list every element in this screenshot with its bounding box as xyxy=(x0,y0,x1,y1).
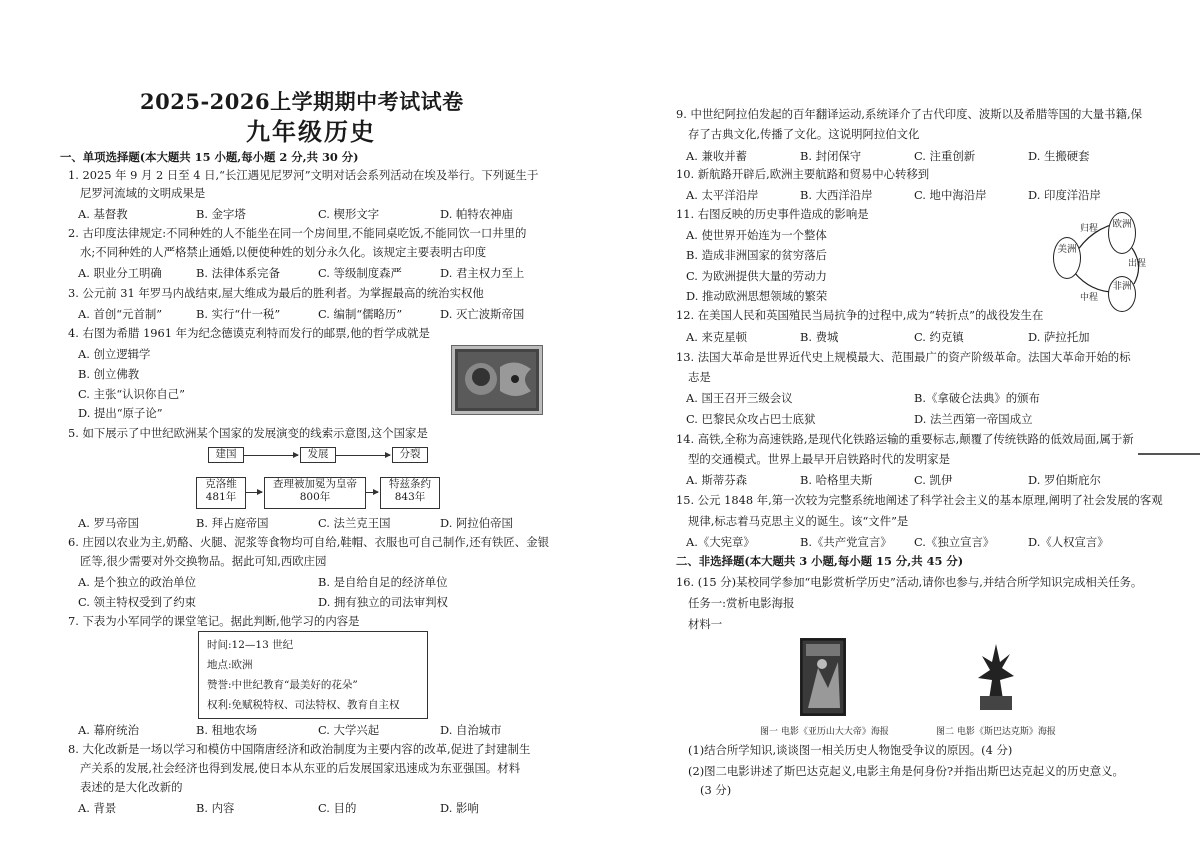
alexander-poster-image xyxy=(800,638,846,716)
q6-option-a[interactable]: A. 是个独立的政治单位 xyxy=(78,575,196,589)
figure1-caption: 图一 电影《亚历山大大帝》海报 xyxy=(760,727,889,737)
democritus-stamp-image xyxy=(452,346,542,414)
q3-option-b[interactable]: B. 实行“什一税” xyxy=(196,307,281,321)
q4-stem-line1: 4. 右图为希腊 1961 年为纪念德谟克利特而发行的邮票,他的哲学成就是 xyxy=(68,326,430,340)
q15-stem-line1: 15. 公元 1848 年,第一次较为完整系统地阐述了科学社会主义的基本原理,阐明了社会发展的客观 xyxy=(676,493,1163,507)
q6-stem-line1: 6. 庄园以农业为主,奶酪、火腿、泥浆等食物均可自给,鞋帽、衣服也可自己制作,还有铁匠、金银 xyxy=(68,535,549,549)
q7-stem-line1: 7. 下表为小军同学的课堂笔记。据此判断,他学习的内容是 xyxy=(68,614,360,628)
q14-option-d[interactable]: D. 罗伯斯庇尔 xyxy=(1028,473,1101,487)
q12-option-a[interactable]: A. 来克星顿 xyxy=(686,330,748,344)
q8-stem-line3: 表述的是大化改新的 xyxy=(80,780,183,794)
q14-stem-line1: 14. 高铁,全称为高速铁路,是现代化铁路运输的重要标志,颠覆了传统铁路的低效局面,属于新 xyxy=(676,432,1134,446)
q12-option-d[interactable]: D. 萨拉托加 xyxy=(1028,330,1090,344)
q9-option-c[interactable]: C. 注重创新 xyxy=(914,149,976,163)
q8-option-d[interactable]: D. 影响 xyxy=(440,801,479,815)
q10-option-b[interactable]: B. 大西洋沿岸 xyxy=(800,188,873,202)
arrow-3 xyxy=(245,492,262,493)
q3-option-a[interactable]: A. 首创“元首制” xyxy=(78,307,163,321)
node-europe-label: 欧洲 xyxy=(1112,219,1132,230)
q1-stem-line1: 1. 2025 年 9 月 2 日至 4 日,“长江遇见尼罗河”文明对话会系列活动在埃及举行。下列诞生于 xyxy=(68,168,539,182)
q7-option-a[interactable]: A. 幕府统治 xyxy=(78,723,140,737)
figure2-caption: 图二 电影《斯巴达克斯》海报 xyxy=(936,727,1056,737)
q8-stem-line1: 8. 大化改新是一场以学习和模仿中国隋唐经济和政治制度为主要内容的改革,促进了封建制生 xyxy=(68,742,531,756)
node-africa-label: 非洲 xyxy=(1112,281,1132,292)
class-notes-table xyxy=(198,631,428,719)
event-charlemagne-year: 800年 xyxy=(299,491,331,503)
q15-option-b[interactable]: B.《共产党宣言》 xyxy=(800,535,892,549)
q10-option-c[interactable]: C. 地中海沿岸 xyxy=(914,188,987,202)
q9-stem-line1: 9. 中世纪阿拉伯发起的百年翻译运动,系统译介了古代印度、波斯以及希腊等国的大量书籍,保 xyxy=(676,107,1142,121)
arrow-2 xyxy=(336,455,390,456)
q7-option-b[interactable]: B. 租地农场 xyxy=(196,723,258,737)
q9-option-b[interactable]: B. 封闭保守 xyxy=(800,149,862,163)
q6-option-d[interactable]: D. 拥有独立的司法审判权 xyxy=(318,595,448,609)
spartacus-poster-image xyxy=(970,640,1022,714)
q9-option-d[interactable]: D. 生搬硬套 xyxy=(1028,149,1090,163)
q12-stem-line1: 12. 在美国人民和英国殖民当局抗争的过程中,成为“转折点”的战役发生在 xyxy=(676,308,1044,322)
q5-option-b[interactable]: B. 拜占庭帝国 xyxy=(196,516,269,530)
q13-stem-line1: 13. 法国大革命是世界近代史上规模最大、范围最广的资产阶级革命。法国大革命开始的标 xyxy=(676,350,1131,364)
q16-material-label: 材料一 xyxy=(688,617,723,631)
event-verdun-year: 843年 xyxy=(394,491,426,503)
q1-option-c[interactable]: C. 楔形文字 xyxy=(318,207,380,221)
label-middle-passage: 中程 xyxy=(1080,293,1099,303)
node-africa xyxy=(1108,276,1136,312)
q1-option-a[interactable]: A. 基督教 xyxy=(78,207,128,221)
arrow-4 xyxy=(365,492,378,493)
q13-option-c[interactable]: C. 巴黎民众攻占巴士底狱 xyxy=(686,412,816,426)
q1-stem-line2: 尼罗河流域的文明成果是 xyxy=(80,186,206,200)
q8-option-c[interactable]: C. 目的 xyxy=(318,801,357,815)
q2-stem-line2: 水;不同种姓的人严格禁止通婚,以便使种姓的划分永久化。该规定主要表明古印度 xyxy=(80,245,487,259)
note-time: 时间:12—13 世纪 xyxy=(207,639,294,651)
event-clovis-name: 克洛维 xyxy=(205,478,237,490)
q11-option-d[interactable]: D. 推动欧洲思想领域的繁荣 xyxy=(686,289,828,303)
q6-option-c[interactable]: C. 领主特权受到了约束 xyxy=(78,595,197,609)
event-box-clovis xyxy=(196,477,246,509)
q4-option-b[interactable]: B. 创立佛教 xyxy=(78,367,140,381)
node-america xyxy=(1053,237,1081,279)
event-box-charlemagne xyxy=(264,477,366,509)
node-europe xyxy=(1108,212,1136,254)
q15-option-c[interactable]: C.《独立宣言》 xyxy=(914,535,995,549)
q16-task-heading: 任务一:赏析电影海报 xyxy=(688,596,795,610)
exam-subject: 九年级历史 xyxy=(246,117,376,146)
q11-option-c[interactable]: C. 为欧洲提供大量的劳动力 xyxy=(686,269,827,283)
q14-option-b[interactable]: B. 哈格里夫斯 xyxy=(800,473,873,487)
label-outbound-voyage: 出程 xyxy=(1128,259,1147,269)
q13-option-d[interactable]: D. 法兰西第一帝国成立 xyxy=(914,412,1033,426)
event-clovis-year: 481年 xyxy=(205,491,237,503)
q9-option-a[interactable]: A. 兼收并蓄 xyxy=(686,149,748,163)
q8-option-a[interactable]: A. 背景 xyxy=(78,801,117,815)
q10-stem-line1: 10. 新航路开辟后,欧洲主要航路和贸易中心转移到 xyxy=(676,167,930,181)
note-rights: 权利:免赋税特权、司法特权、教育自主权 xyxy=(207,699,400,711)
q5-stem-line1: 5. 如下展示了中世纪欧洲某个国家的发展演变的线索示意图,这个国家是 xyxy=(68,426,428,440)
q11-option-a[interactable]: A. 使世界开始连为一个整体 xyxy=(686,228,827,242)
q16-sub2: (2)图二电影讲述了斯巴达克起义,电影主角是何身份?并指出斯巴达克起义的历史意义。 xyxy=(688,764,1124,778)
q5-option-c[interactable]: C. 法兰克王国 xyxy=(318,516,391,530)
section2-heading: 二、非选择题(本大题共 3 小题,每小题 15 分,共 45 分) xyxy=(676,554,964,568)
q15-option-d[interactable]: D.《人权宣言》 xyxy=(1028,535,1109,549)
stage-box-development: 发展 xyxy=(300,447,336,463)
q4-option-a[interactable]: A. 创立逻辑学 xyxy=(78,347,151,361)
q6-stem-line2: 匠等,很少需要对外交换物品。据此可知,西欧庄园 xyxy=(80,554,327,568)
note-praise: 赞誉:中世纪教育“最美好的花朵” xyxy=(207,679,358,691)
stage-box-founding: 建国 xyxy=(208,447,244,463)
event-verdun-name: 特兹条约 xyxy=(389,478,431,490)
q4-option-c[interactable]: C. 主张“认识你自己” xyxy=(78,387,185,401)
q2-option-b[interactable]: B. 法律体系完备 xyxy=(196,266,280,280)
q2-option-a[interactable]: A. 职业分工明确 xyxy=(78,266,162,280)
q15-option-a[interactable]: A.《大宪章》 xyxy=(686,535,755,549)
q14-option-c[interactable]: C. 凯伊 xyxy=(914,473,953,487)
q11-option-b[interactable]: B. 造成非洲国家的贫穷落后 xyxy=(686,248,827,262)
q16-stem-line1: 16. (15 分)某校同学参加“电影赏析学历史”活动,请你也参与,并结合所学知识完成相关任务。 xyxy=(676,575,1143,589)
q11-stem-line1: 11. 右图反映的历史事件造成的影响是 xyxy=(676,207,869,221)
q13-option-a[interactable]: A. 国王召开三级会议 xyxy=(686,391,793,405)
section1-heading: 一、单项选择题(本大题共 15 小题,每小题 2 分,共 30 分) xyxy=(60,150,359,164)
q2-option-d[interactable]: D. 君主权力至上 xyxy=(440,266,525,280)
q9-stem-line2: 存了古典文化,传播了文化。这说明阿拉伯文化 xyxy=(688,127,920,141)
exam-title: 2025-2026上学期期中考试试卷 xyxy=(140,89,464,114)
q1-option-d[interactable]: D. 帕特农神庙 xyxy=(440,207,513,221)
q5-option-a[interactable]: A. 罗马帝国 xyxy=(78,516,140,530)
q2-stem-line1: 2. 古印度法律规定:不同种姓的人不能坐在同一个房间里,不能同桌吃饭,不能同饮一口井里的 xyxy=(68,226,527,240)
q15-stem-line2: 规律,标志着马克思主义的诞生。该“文件”是 xyxy=(688,514,909,528)
q3-stem-line1: 3. 公元前 31 年罗马内战结束,屋大维成为最后的胜利者。为掌握最高的统治实权他 xyxy=(68,286,484,300)
q7-option-d[interactable]: D. 自治城市 xyxy=(440,723,502,737)
q12-option-c[interactable]: C. 约克镇 xyxy=(914,330,964,344)
event-box-verdun xyxy=(380,477,440,509)
q8-stem-line2: 产关系的发展,社会经济也得到发展,使日本从东亚的后发展国家迅速成为东亚强国。材料 xyxy=(80,761,521,775)
q10-option-d[interactable]: D. 印度洋沿岸 xyxy=(1028,188,1101,202)
q16-sub1: (1)结合所学知识,谈谈图一相关历史人物饱受争议的原因。(4 分) xyxy=(688,743,1013,757)
q14-stem-line2: 型的交通模式。世界上最早开启铁路时代的发明家是 xyxy=(688,452,950,466)
q3-option-c[interactable]: C. 编制“儒略历” xyxy=(318,307,403,321)
stage-box-split: 分裂 xyxy=(392,447,428,463)
q5-option-d[interactable]: D. 阿拉伯帝国 xyxy=(440,516,513,530)
q3-option-d[interactable]: D. 灭亡波斯帝国 xyxy=(440,307,525,321)
q7-option-c[interactable]: C. 大学兴起 xyxy=(318,723,380,737)
q12-option-b[interactable]: B. 费城 xyxy=(800,330,839,344)
scan-mark xyxy=(1138,453,1200,455)
arrow-1 xyxy=(244,455,298,456)
q4-option-d[interactable]: D. 提出“原子论” xyxy=(78,406,163,420)
node-america-label: 美洲 xyxy=(1057,244,1077,255)
q13-option-b[interactable]: B.《拿破仑法典》的颁布 xyxy=(914,391,1040,405)
q1-option-b[interactable]: B. 金字塔 xyxy=(196,207,246,221)
q6-option-b[interactable]: B. 是自给自足的经济单位 xyxy=(318,575,448,589)
q14-option-a[interactable]: A. 斯蒂芬森 xyxy=(686,473,748,487)
q10-option-a[interactable]: A. 太平洋沿岸 xyxy=(686,188,759,202)
q8-option-b[interactable]: B. 内容 xyxy=(196,801,235,815)
q13-stem-line2: 志是 xyxy=(688,370,711,384)
note-place: 地点:欧洲 xyxy=(207,659,253,671)
label-return-voyage: 归程 xyxy=(1080,224,1099,234)
q16-sub2-score: (3 分) xyxy=(700,783,732,797)
q2-option-c[interactable]: C. 等级制度森严 xyxy=(318,266,402,280)
event-charlemagne-name: 查理被加冕为皇帝 xyxy=(273,478,357,490)
